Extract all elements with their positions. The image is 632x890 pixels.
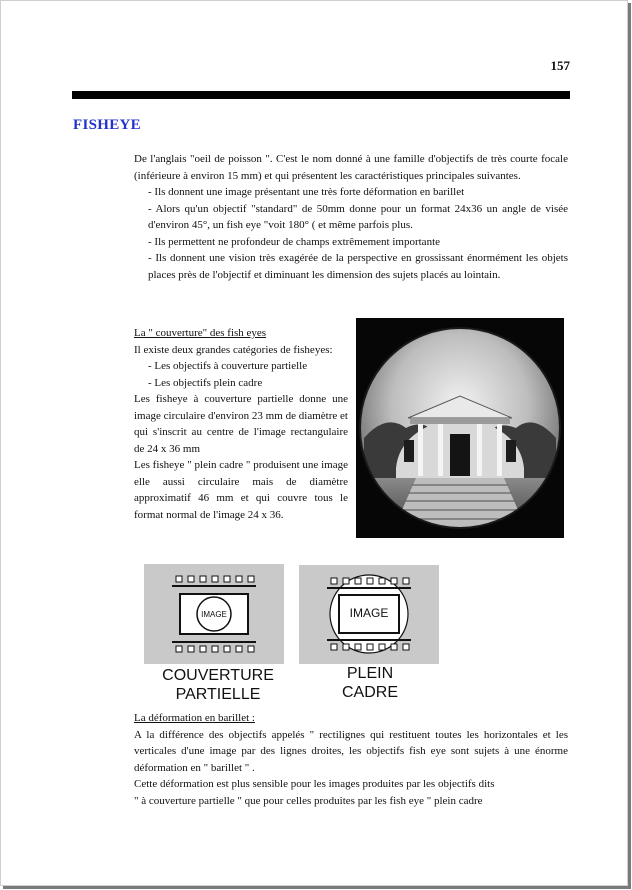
section-title: FISHEYE (73, 117, 141, 133)
header-rule (72, 91, 570, 99)
intro-item-2: - Alors qu'un objectif "standard" de 50mm donne pour un format 24x36 un angle de visée d'environ 45°, un fish eye "voit 180° ( et même parfois plus. (148, 202, 568, 231)
barrel-paragraph-2-line-2: " à couverture partielle " que pour celles produites par les fish eye " plein cadre (134, 794, 483, 807)
full-caption-line-2: CADRE (341, 684, 398, 701)
barrel-paragraph-2-line-1: Cette déformation est plus sensible pour les images produites par les objectifs dits (134, 778, 495, 790)
fisheye-photo (356, 318, 564, 538)
page-number: 157 (550, 58, 570, 73)
partial-caption-line-1: COUVERTURE (162, 667, 274, 684)
coverage-paragraph-3: Les fisheye " plein cadre " produisent une image elle aussi circulaire mais de diamètre approximatif 46 mm et qui couvre tous le format normal de l'image 24 x 36. (134, 459, 348, 521)
coverage-section (134, 325, 348, 523)
coverage-heading: La " couverture" des fish eyes (134, 327, 267, 339)
partial-caption-line-2: PARTIELLE (175, 686, 261, 703)
partial-coverage-figure (144, 564, 284, 664)
coverage-paragraph-1: Il existe deux grandes catégories de fisheyes: (134, 343, 333, 356)
partial-image-label: IMAGE (201, 610, 227, 619)
partial-coverage-caption (150, 666, 286, 704)
coverage-item-2: - Les objectifs plein cadre (148, 376, 263, 389)
intro-item-3: - Ils permettent ne profondeur de champs extrêmement importante (148, 235, 441, 248)
barrel-heading: La déformation en barillet : (134, 712, 255, 724)
full-image-label: IMAGE (349, 606, 389, 620)
intro-item-1: - Ils donnent une image présentant une très forte déformation en barillet (148, 186, 465, 198)
intro-paragraph: De l'anglais "oeil de poisson ". C'est le nom donné à une famille d'objectifs de très courte focale (inférieure à environ 15 mm) et qui présentent les caractéristiques principales suivantes. (134, 153, 568, 182)
coverage-paragraph-2: Les fisheye à couverture partielle donne une image circulaire d'environ 23 mm de diamètre et qui s'inscrit au centre de l'image rectangulaire de 24 x 36 mm (134, 393, 348, 455)
intro-section (134, 151, 568, 283)
full-frame-figure (299, 565, 439, 664)
coverage-item-1: - Les objectifs à couverture partielle (148, 360, 308, 372)
full-caption-line-1: PLEIN (346, 665, 394, 682)
intro-item-4: - Ils donnent une vision très exagérée de la perspective en grossissant énormément les objets places près de l'objectif et diminuant les dimension des sujets placés au lointain. (148, 252, 568, 281)
full-frame-caption (318, 664, 422, 702)
barrel-section (134, 710, 568, 809)
barrel-paragraph-1: A la différence des objectifs appelés " rectilignes qui restituent toutes les horizontales et les verticales d'une image par des lignes droites, les objectifs fish eye sont sujets à une énorme déformation en " barillet " . (134, 728, 568, 774)
